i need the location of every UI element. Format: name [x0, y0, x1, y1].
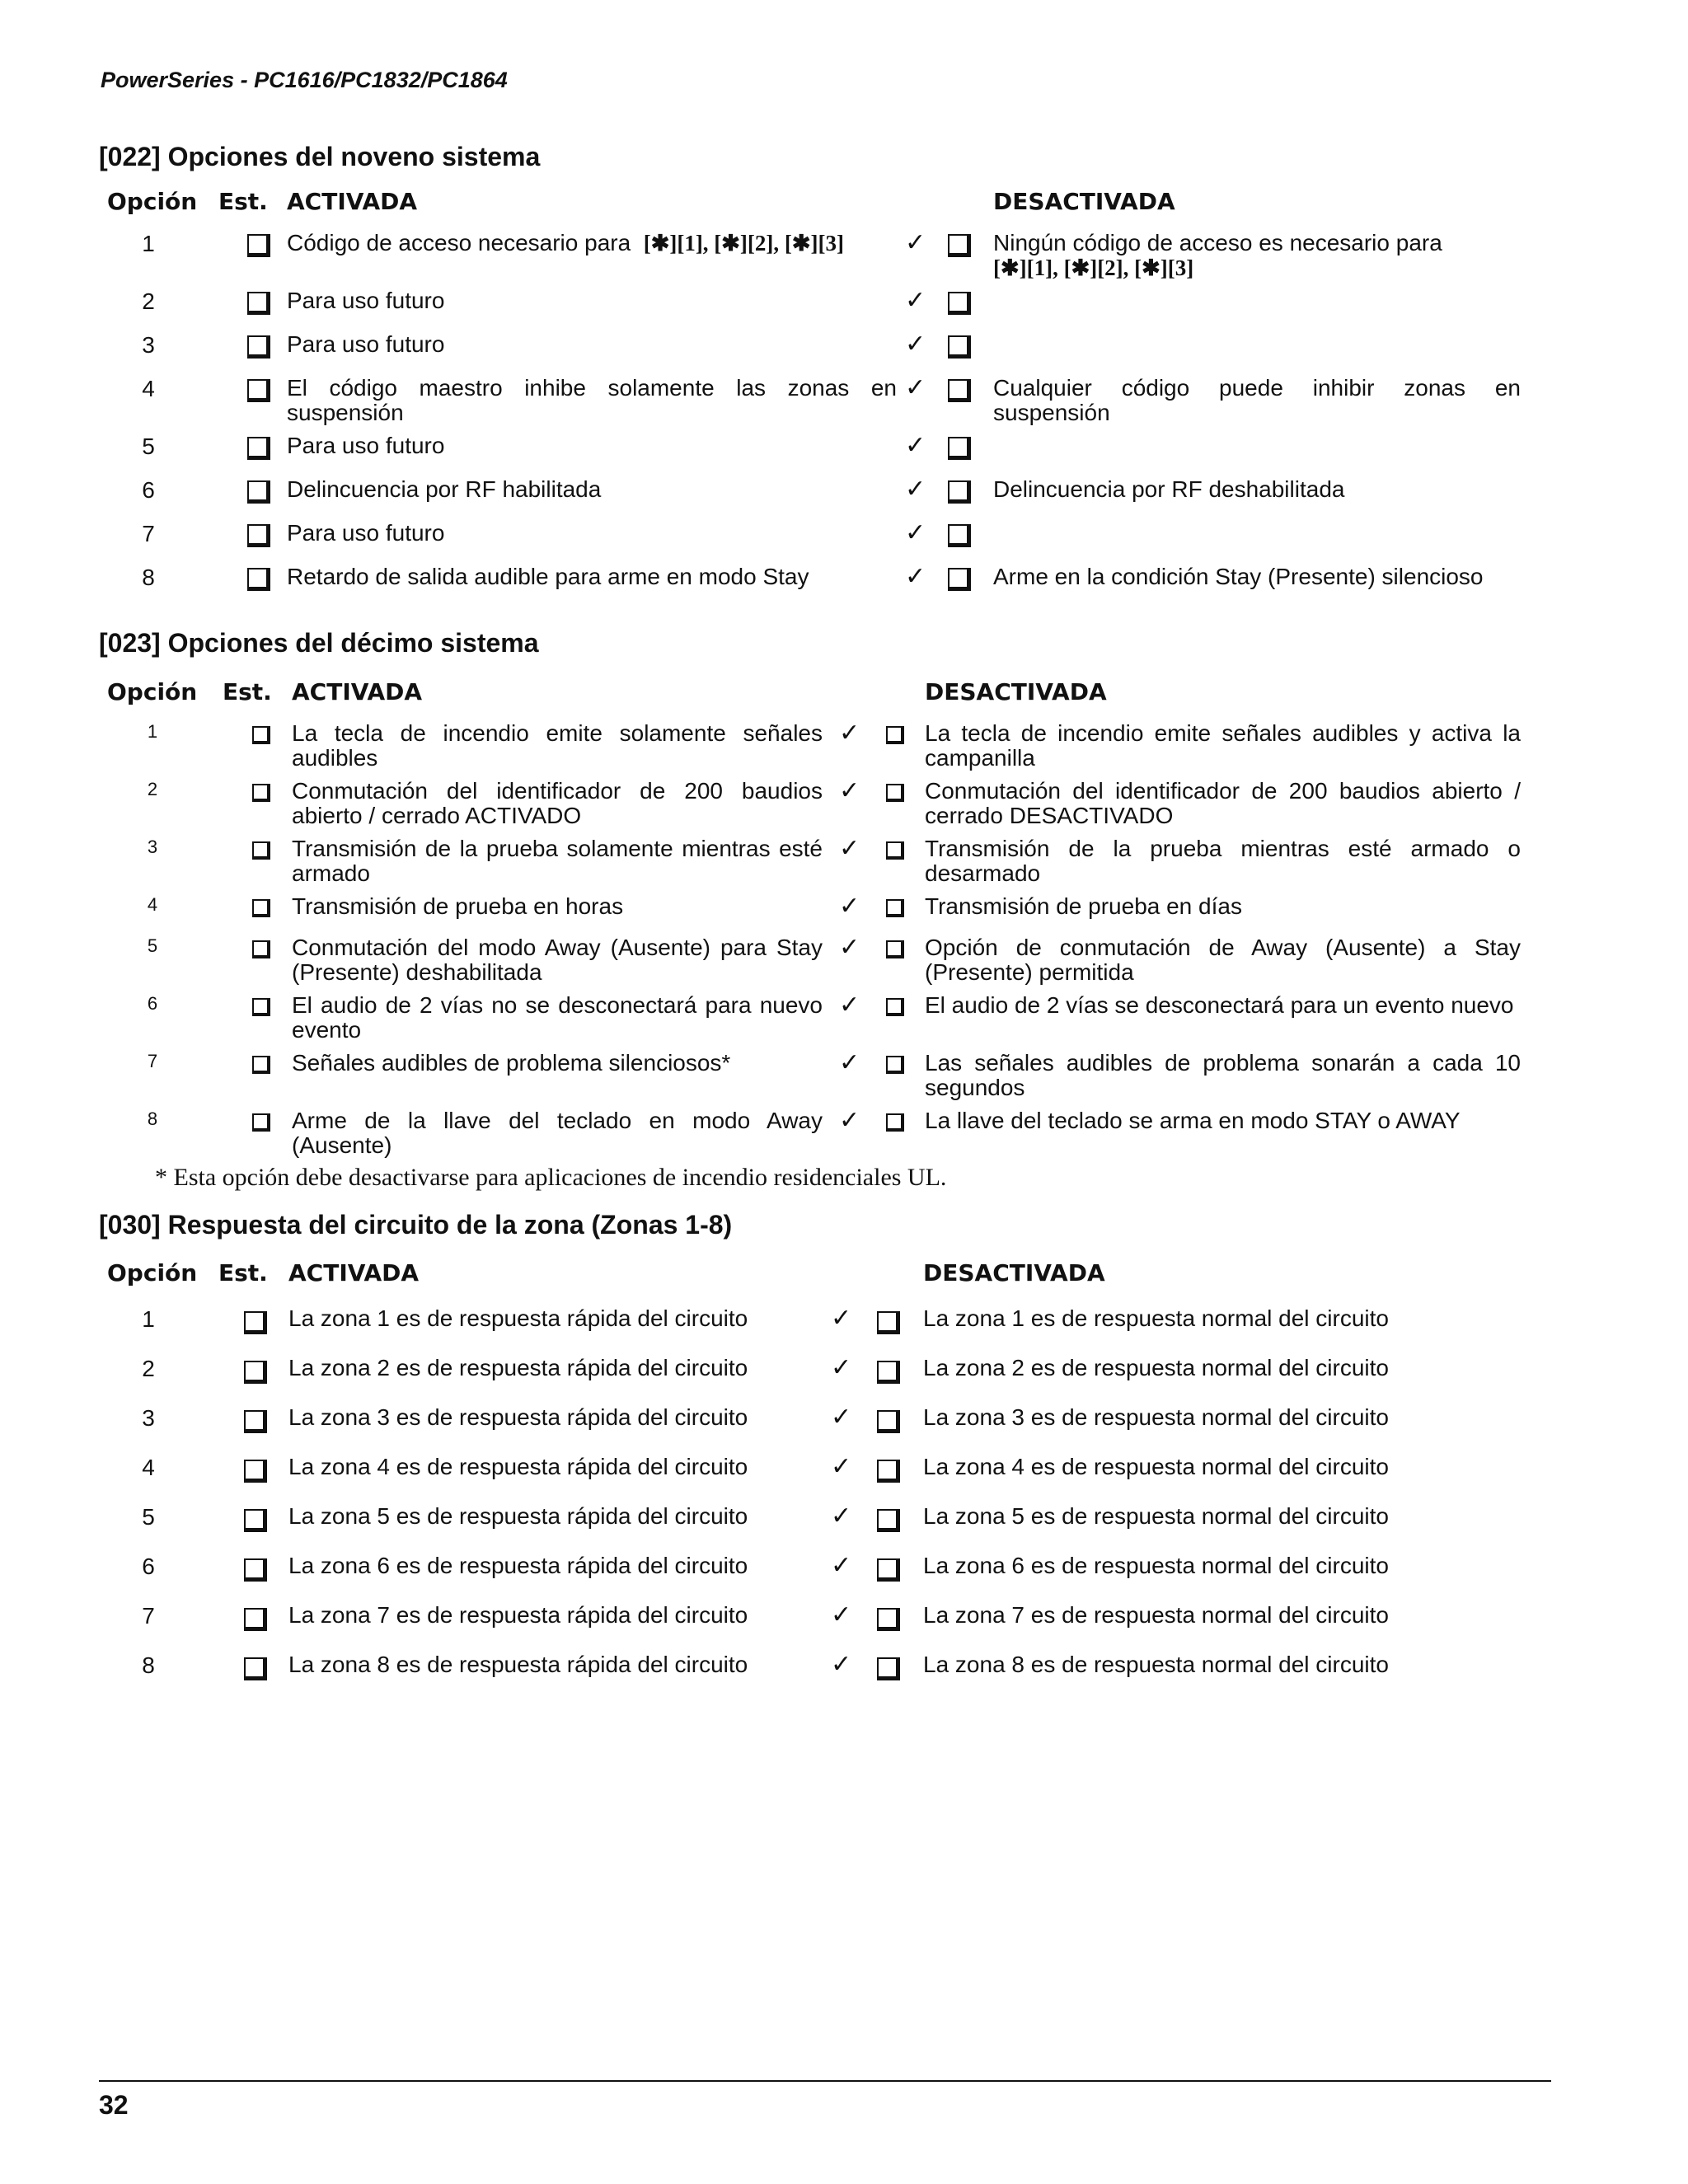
deactivated-text: Las señales audibles de problema sonarán a cada 10 segundos [925, 1050, 1521, 1100]
default-check-mark: ✓ [831, 1601, 852, 1629]
option-number: 6 [147, 993, 158, 1014]
default-check-mark: ✓ [905, 518, 926, 547]
col-header-activated: ACTIVADA [288, 1259, 420, 1286]
deactivated-checkbox[interactable] [877, 1410, 900, 1433]
option-number: 2 [147, 779, 158, 799]
option-number: 6 [142, 1554, 155, 1579]
col-header-est: Est. [218, 188, 268, 215]
default-check-mark: ✓ [831, 1304, 852, 1333]
activated-checkbox[interactable] [252, 940, 270, 958]
col-header-activated: ACTIVADA [292, 678, 423, 705]
activated-key-code: [✱][1], [✱][2], [✱][3] [643, 231, 844, 255]
deactivated-label: Ningún código de acceso es necesario para [993, 230, 1442, 255]
deactivated-text: La zona 3 es de respuesta normal del circuito [923, 1404, 1389, 1430]
option-number: 1 [142, 1306, 155, 1332]
activated-text: Delincuencia por RF habilitada [287, 476, 602, 502]
activated-checkbox[interactable] [247, 379, 270, 402]
footnote: * Esta opción debe desactivarse para aplicaciones de incendio residenciales UL. [155, 1164, 947, 1191]
deactivated-checkbox[interactable] [948, 379, 971, 402]
col-header-deactivated: DESACTIVADA [993, 188, 1175, 215]
default-check-mark: ✓ [831, 1502, 852, 1530]
option-number: 4 [147, 894, 158, 915]
option-number: 8 [147, 1108, 158, 1129]
deactivated-text: Cualquier código puede inhibir zonas en suspensión [993, 375, 1521, 425]
col-header-option: Opción [107, 678, 198, 705]
option-number: 3 [142, 1405, 155, 1431]
activated-checkbox[interactable] [247, 234, 270, 257]
col-header-option: Opción [107, 188, 198, 215]
activated-checkbox[interactable] [252, 726, 270, 744]
deactivated-text: La zona 6 es de respuesta normal del circuito [923, 1553, 1389, 1578]
deactivated-checkbox[interactable] [886, 784, 904, 802]
option-number: 6 [142, 477, 155, 503]
deactivated-text: El audio de 2 vías se desconectará para un evento nuevo [925, 992, 1514, 1018]
deactivated-checkbox[interactable] [877, 1361, 900, 1384]
activated-checkbox[interactable] [247, 292, 270, 315]
option-number: 2 [142, 1356, 155, 1381]
default-check-mark: ✓ [839, 834, 860, 863]
default-check-mark: ✓ [831, 1452, 852, 1481]
activated-text: La zona 4 es de respuesta rápida del circuito [288, 1454, 748, 1479]
activated-text: Para uso futuro [287, 331, 445, 357]
activated-checkbox[interactable] [244, 1608, 267, 1631]
deactivated-text: La zona 5 es de respuesta normal del circuito [923, 1503, 1389, 1529]
default-check-mark: ✓ [905, 475, 926, 504]
section-title-023: [023] Opciones del décimo sistema [99, 628, 539, 658]
activated-text: La zona 1 es de respuesta rápida del circuito [288, 1305, 748, 1331]
activated-checkbox[interactable] [244, 1311, 267, 1334]
option-number: 5 [142, 434, 155, 459]
option-number: 8 [142, 1652, 155, 1678]
option-number: 3 [147, 837, 158, 857]
deactivated-text [993, 231, 1521, 280]
deactivated-text: La llave del teclado se arma en modo STAY o AWAY [925, 1108, 1461, 1133]
deactivated-checkbox[interactable] [877, 1509, 900, 1532]
deactivated-checkbox[interactable] [948, 234, 971, 257]
activated-text: La zona 5 es de respuesta rápida del circuito [288, 1503, 748, 1529]
activated-checkbox[interactable] [244, 1558, 267, 1582]
deactivated-checkbox[interactable] [886, 1056, 904, 1074]
deactivated-checkbox[interactable] [886, 726, 904, 744]
deactivated-checkbox[interactable] [877, 1311, 900, 1334]
activated-text: Retardo de salida audible para arme en modo Stay [287, 564, 809, 589]
deactivated-text: La zona 4 es de respuesta normal del circuito [923, 1454, 1389, 1479]
default-check-mark: ✓ [905, 562, 926, 591]
deactivated-checkbox[interactable] [948, 292, 971, 315]
deactivated-checkbox[interactable] [948, 437, 971, 460]
default-check-mark: ✓ [905, 431, 926, 460]
deactivated-text: Conmutación del identificador de 200 baudios abierto / cerrado DESACTIVADO [925, 778, 1521, 828]
option-number: 5 [142, 1504, 155, 1530]
col-header-deactivated: DESACTIVADA [925, 678, 1107, 705]
option-number: 3 [142, 332, 155, 358]
activated-text [287, 231, 897, 255]
activated-checkbox[interactable] [247, 437, 270, 460]
activated-checkbox[interactable] [252, 899, 270, 917]
activated-text: Para uso futuro [287, 433, 445, 458]
deactivated-checkbox[interactable] [948, 335, 971, 359]
deactivated-text: La zona 7 es de respuesta normal del circuito [923, 1602, 1389, 1628]
activated-text: Transmisión de prueba en horas [292, 893, 624, 919]
default-check-mark: ✓ [839, 991, 860, 1019]
deactivated-text: Delincuencia por RF deshabilitada [993, 476, 1345, 502]
default-check-mark: ✓ [831, 1551, 852, 1580]
option-number: 7 [142, 521, 155, 546]
activated-text: Transmisión de la prueba solamente mientras esté armado [292, 836, 823, 886]
default-check-mark: ✓ [839, 1106, 860, 1135]
default-check-mark: ✓ [839, 719, 860, 748]
activated-text: El audio de 2 vías no se desconectará para nuevo evento [292, 992, 823, 1043]
deactivated-checkbox[interactable] [877, 1608, 900, 1631]
deactivated-text: La tecla de incendio emite señales audibles y activa la campanilla [925, 720, 1521, 771]
default-check-mark: ✓ [905, 373, 926, 402]
activated-text: La tecla de incendio emite solamente señales audibles [292, 720, 823, 771]
deactivated-text: Arme en la condición Stay (Presente) silencioso [993, 564, 1484, 589]
activated-text: Conmutación del modo Away (Ausente) para Stay (Presente) deshabilitada [292, 935, 823, 985]
default-check-mark: ✓ [839, 1048, 860, 1077]
activated-checkbox[interactable] [252, 1113, 270, 1132]
option-number: 5 [147, 935, 158, 956]
option-number: 1 [147, 721, 158, 742]
col-header-deactivated: DESACTIVADA [923, 1259, 1105, 1286]
activated-text: El código maestro inhibe solamente las zonas en suspensión [287, 375, 897, 425]
option-number: 7 [142, 1603, 155, 1629]
deactivated-checkbox[interactable] [886, 841, 904, 860]
running-header: PowerSeries - PC1616/PC1832/PC1864 [101, 68, 508, 92]
page-number: 32 [99, 2090, 129, 2120]
activated-checkbox[interactable] [247, 568, 270, 591]
deactivated-checkbox[interactable] [877, 1657, 900, 1680]
deactivated-checkbox[interactable] [948, 524, 971, 547]
activated-checkbox[interactable] [252, 998, 270, 1016]
activated-text: Para uso futuro [287, 288, 445, 313]
option-number: 4 [142, 376, 155, 401]
option-number: 4 [142, 1455, 155, 1480]
default-check-mark: ✓ [831, 1353, 852, 1382]
activated-label: Código de acceso necesario para [287, 230, 631, 255]
activated-checkbox[interactable] [252, 841, 270, 860]
default-check-mark: ✓ [831, 1650, 852, 1679]
default-check-mark: ✓ [839, 892, 860, 921]
deactivated-checkbox[interactable] [886, 940, 904, 958]
activated-checkbox[interactable] [244, 1410, 267, 1433]
option-number: 8 [142, 565, 155, 590]
deactivated-text: Transmisión de la prueba mientras esté armado o desarmado [925, 836, 1521, 886]
section-title-022: [022] Opciones del noveno sistema [99, 142, 541, 171]
activated-text: La zona 6 es de respuesta rápida del circuito [288, 1553, 748, 1578]
deactivated-checkbox[interactable] [948, 480, 971, 504]
col-header-est: Est. [223, 678, 272, 705]
activated-checkbox[interactable] [247, 335, 270, 359]
activated-text: Arme de la llave del teclado en modo Away (Ausente) [292, 1108, 823, 1158]
default-check-mark: ✓ [839, 776, 860, 805]
deactivated-text: La zona 8 es de respuesta normal del circuito [923, 1652, 1389, 1677]
section-title-030: [030] Respuesta del circuito de la zona (Zonas 1-8) [99, 1210, 733, 1240]
activated-text: Señales audibles de problema silenciosos* [292, 1050, 731, 1076]
activated-text: La zona 8 es de respuesta rápida del circuito [288, 1652, 748, 1677]
activated-checkbox[interactable] [247, 480, 270, 504]
default-check-mark: ✓ [831, 1403, 852, 1432]
col-header-option: Opción [107, 1259, 198, 1286]
default-check-mark: ✓ [905, 228, 926, 257]
activated-text: Conmutación del identificador de 200 baudios abierto / cerrado ACTIVADO [292, 778, 823, 828]
deactivated-text: Transmisión de prueba en días [925, 893, 1242, 919]
activated-checkbox[interactable] [244, 1657, 267, 1680]
default-check-mark: ✓ [839, 933, 860, 962]
deactivated-checkbox[interactable] [886, 899, 904, 917]
deactivated-key-code: [✱][1], [✱][2], [✱][3] [993, 255, 1194, 280]
activated-text: La zona 7 es de respuesta rápida del circuito [288, 1602, 748, 1628]
activated-checkbox[interactable] [252, 784, 270, 802]
footer-rule [99, 2080, 1551, 2082]
deactivated-text: La zona 2 es de respuesta normal del circuito [923, 1355, 1389, 1380]
activated-checkbox[interactable] [244, 1361, 267, 1384]
option-number: 7 [147, 1051, 158, 1071]
default-check-mark: ✓ [905, 286, 926, 315]
activated-checkbox[interactable] [244, 1509, 267, 1532]
deactivated-checkbox[interactable] [886, 1113, 904, 1132]
activated-text: Para uso futuro [287, 520, 445, 546]
deactivated-checkbox[interactable] [948, 568, 971, 591]
activated-checkbox[interactable] [252, 1056, 270, 1074]
col-header-est: Est. [218, 1259, 268, 1286]
deactivated-checkbox[interactable] [877, 1460, 900, 1483]
default-check-mark: ✓ [905, 330, 926, 359]
activated-checkbox[interactable] [244, 1460, 267, 1483]
deactivated-checkbox[interactable] [877, 1558, 900, 1582]
activated-checkbox[interactable] [247, 524, 270, 547]
deactivated-text: La zona 1 es de respuesta normal del circuito [923, 1305, 1389, 1331]
col-header-activated: ACTIVADA [287, 188, 418, 215]
deactivated-text: Opción de conmutación de Away (Ausente) a Stay (Presente) permitida [925, 935, 1521, 985]
activated-text: La zona 3 es de respuesta rápida del circuito [288, 1404, 748, 1430]
option-number: 1 [142, 231, 155, 256]
deactivated-checkbox[interactable] [886, 998, 904, 1016]
option-number: 2 [142, 288, 155, 314]
activated-text: La zona 2 es de respuesta rápida del circuito [288, 1355, 748, 1380]
